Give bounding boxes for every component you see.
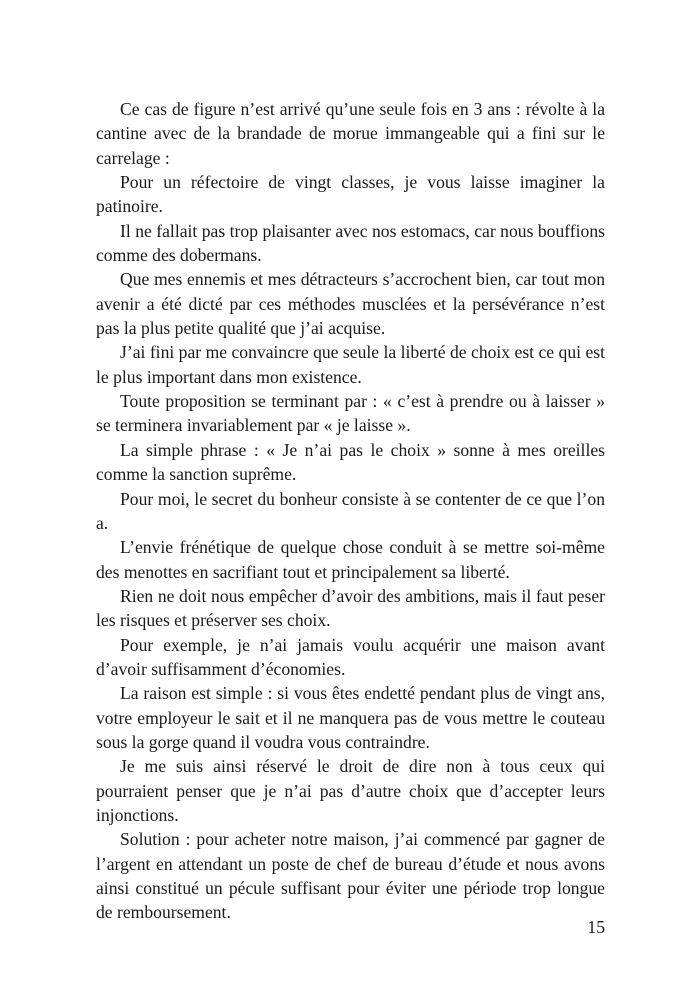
paragraph: Que mes ennemis et mes détracteurs s’accrochent bien, car tout mon avenir a été dicté par ces méthodes musclées et la persévérance n’est pas la plus petite qualité que j’ai acquise.: [96, 269, 605, 339]
paragraph: La raison est simple : si vous êtes endetté pendant plus de vingt ans, votre employeur le sait et il ne manquera pas de vous mettre le couteau sous la gorge quand il voudra vous contraindre.: [96, 683, 605, 752]
paragraph: Pour un réfectoire de vingt classes, je vous laisse imaginer la patinoire.: [96, 172, 605, 217]
paragraph: Il ne fallait pas trop plaisanter avec nos estomacs, car nous bouffions comme des dobermans.: [96, 220, 605, 266]
body-text: [96, 97, 605, 925]
paragraph: Pour exemple, je n’ai jamais voulu acquérir une maison avant d’avoir suffisamment d’économies.: [96, 634, 605, 679]
paragraph: L’envie frénétique de quelque chose conduit à se mettre soi-même des menottes en sacrifiant tout et principalement sa liberté.: [96, 537, 605, 582]
paragraph: Toute proposition se terminant par : « c’est à prendre ou à laisser » se terminera invariablement par « je laisse ».: [96, 391, 605, 436]
paragraph: Ce cas de figure n’est arrivé qu’une seule fois en 3 ans : révolte à la cantine avec de la brandade de morue immangeable qui a fini sur le carrelage :: [96, 99, 605, 168]
paragraph: J’ai fini par me convaincre que seule la liberté de choix est ce qui est le plus important dans mon existence.: [96, 342, 605, 387]
paragraph: Rien ne doit nous empêcher d’avoir des ambitions, mais il faut peser les risques et préserver ses choix.: [96, 585, 605, 631]
paragraph: Je me suis ainsi réservé le droit de dire non à tous ceux qui pourraient penser que je n’ai pas d’autre choix que d’accepter leurs injonctions.: [96, 756, 605, 825]
paragraph: Solution : pour acheter notre maison, j’ai commencé par gagner de l’argent en attendant un poste de chef de bureau d’étude et nous avons ainsi constitué un pécule suffisant pour éviter une période trop longue de remboursement.: [96, 829, 605, 923]
paragraph: La simple phrase : « Je n’ai pas le choix » sonne à mes oreilles comme la sanction suprême.: [96, 439, 605, 485]
paragraph: Pour moi, le secret du bonheur consiste à se contenter de ce que l’on a.: [96, 488, 605, 533]
page-number: 15: [587, 917, 605, 937]
